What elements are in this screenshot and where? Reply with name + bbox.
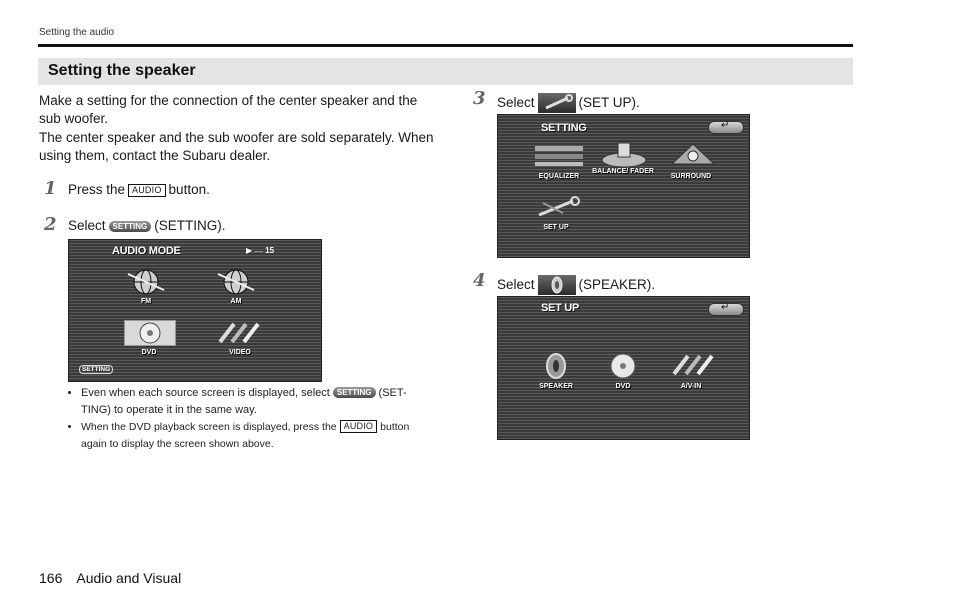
- play-icon: ▶: [246, 246, 253, 255]
- step-2-text: [68, 218, 225, 233]
- audio-key-icon: AUDIO: [340, 420, 378, 433]
- balance-fader-icon[interactable]: [599, 140, 649, 168]
- video-cable-icon[interactable]: [214, 320, 264, 346]
- screen-title: SET UP: [541, 302, 579, 314]
- fm-antenna-icon[interactable]: [124, 268, 168, 296]
- header-rule: [38, 44, 853, 47]
- step-text-post: button.: [168, 182, 210, 197]
- step-4-text: [497, 275, 655, 295]
- speaker-icon[interactable]: [538, 352, 574, 380]
- screen-title: SETTING: [541, 122, 587, 134]
- av-in-label: A/V-IN: [680, 383, 702, 390]
- section-title: Setting the speaker: [48, 62, 196, 79]
- intro-line-1: Make a setting for the connection of the center speaker and the sub woofer.: [39, 93, 418, 127]
- step-number: 3: [473, 88, 486, 109]
- note-1: [81, 385, 428, 418]
- disc-icon: [125, 321, 175, 345]
- disc-indicator: [246, 246, 274, 255]
- back-button[interactable]: [708, 303, 744, 316]
- step-number: 1: [44, 178, 57, 199]
- surround-label: SURROUND: [670, 173, 712, 180]
- av-cable-icon[interactable]: [668, 352, 716, 378]
- step-1: [44, 178, 57, 199]
- step-text-pre: Select: [497, 95, 535, 110]
- audio-key-icon: AUDIO: [128, 184, 166, 197]
- step-text-pre: Select: [68, 218, 106, 233]
- back-button[interactable]: [708, 121, 744, 134]
- step-text-post: (SET UP).: [578, 95, 640, 110]
- dvd-label: DVD: [615, 383, 631, 390]
- step-3-text: [497, 93, 640, 113]
- equalizer-icon[interactable]: [533, 142, 585, 168]
- indicator-prefix-icon: ──: [254, 249, 263, 255]
- step-number: 2: [44, 214, 57, 235]
- step-text-pre: Select: [497, 277, 535, 292]
- note-text: Even when each source screen is displayed, select: [81, 387, 330, 399]
- dvd-label: DVD: [141, 349, 157, 356]
- setting-corner-button[interactable]: SETTING: [79, 365, 113, 374]
- step-2: [44, 214, 57, 235]
- note-text: When the DVD playback screen is displayed, press the: [81, 421, 337, 433]
- chapter-title: Audio and Visual: [76, 570, 182, 586]
- step-4: [473, 270, 486, 291]
- step-text-pre: Press the: [68, 182, 126, 197]
- setting-button-icon: SETTING: [333, 387, 376, 398]
- note-text: (SET-TING) to operate it in the same way.: [81, 387, 407, 416]
- equalizer-label: EQUALIZER: [538, 173, 580, 180]
- video-label: VIDEO: [229, 349, 251, 356]
- step-number: 4: [473, 270, 486, 291]
- running-header: Setting the audio: [39, 27, 115, 38]
- step-text-post: (SPEAKER).: [578, 277, 656, 292]
- step-3: [473, 88, 486, 109]
- note-2: [81, 419, 428, 452]
- audio-mode-screen: [68, 239, 322, 382]
- screen-title: AUDIO MODE: [112, 245, 181, 257]
- balance-fader-label: BALANCE/ FADER: [592, 168, 654, 175]
- setup-label: SET UP: [543, 224, 569, 231]
- am-antenna-icon[interactable]: [214, 268, 258, 296]
- page-number: 166: [39, 570, 63, 586]
- step-1-text: [68, 182, 210, 197]
- fm-label: FM: [140, 298, 152, 305]
- disc-icon[interactable]: [608, 352, 638, 380]
- intro-text: [39, 92, 439, 165]
- am-label: AM: [230, 298, 242, 305]
- speaker-label: SPEAKER: [539, 383, 573, 390]
- setting-screen: [497, 114, 750, 258]
- dvd-tile[interactable]: [124, 320, 176, 346]
- footer: [39, 570, 195, 586]
- note-text: button again to display the screen shown above.: [81, 421, 410, 450]
- setup-wrench-icon[interactable]: [533, 195, 583, 219]
- setup-wrench-icon: [538, 93, 576, 113]
- indicator-value: 15: [265, 246, 275, 255]
- speaker-icon: [538, 275, 576, 295]
- intro-line-2: The center speaker and the sub woofer are sold separately. When using them, contact the Subaru dealer.: [39, 129, 434, 163]
- setup-screen: [497, 296, 750, 440]
- surround-icon[interactable]: [668, 140, 718, 166]
- setting-button-icon: SETTING: [109, 221, 152, 232]
- notes: [68, 385, 428, 453]
- step-text-post: (SETTING).: [154, 218, 226, 233]
